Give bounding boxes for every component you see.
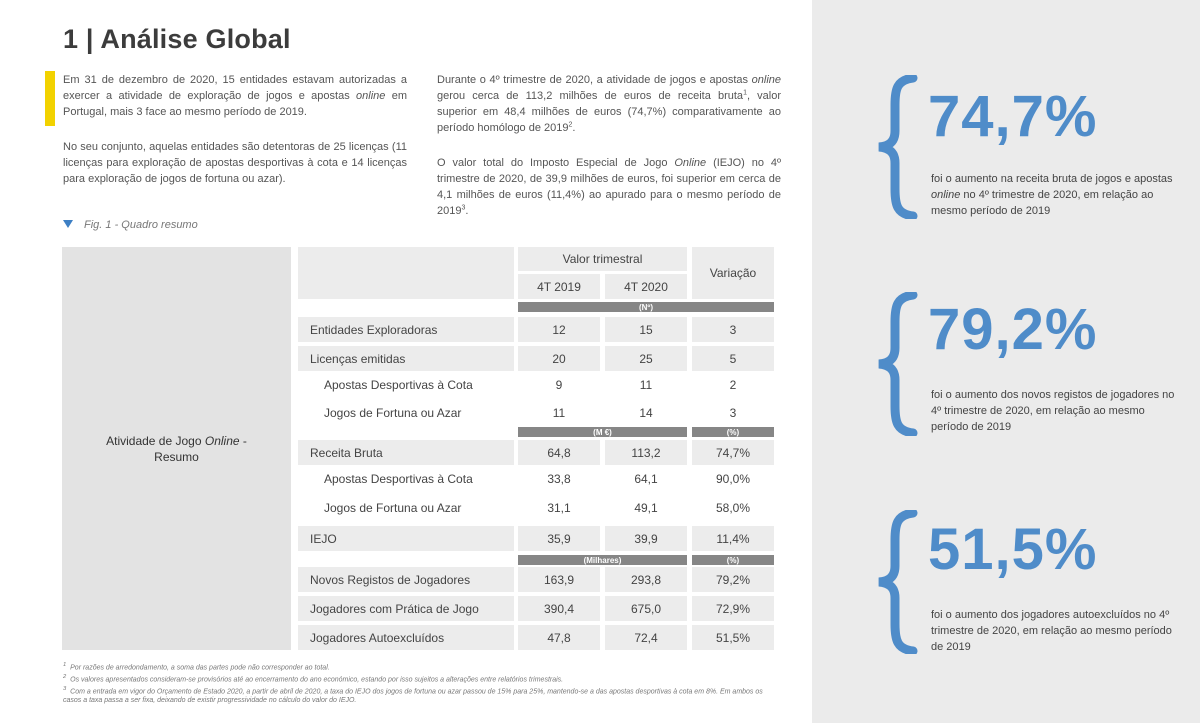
table-row: Entidades Exploradoras 12 15 3 bbox=[298, 317, 774, 342]
highlight-stat-2 bbox=[875, 292, 1175, 442]
stat-value: 51,5% bbox=[928, 517, 1098, 582]
table-row: Jogos de Fortuna ou Azar 11 14 3 bbox=[324, 405, 737, 420]
curly-brace-icon bbox=[875, 75, 919, 219]
figure-caption: Fig. 1 - Quadro resumo bbox=[63, 219, 198, 231]
table-row: IEJO 35,9 39,9 11,4% bbox=[298, 526, 774, 551]
unit-label-thousands: (Milhares) bbox=[518, 555, 687, 565]
table-row: Apostas Desportivas à Cota 33,8 64,1 90,0% bbox=[324, 471, 751, 486]
table-row: Licenças emitidas 20 25 5 bbox=[298, 346, 774, 371]
stat-description: foi o aumento dos jogadores autoexcluídos no 4º trimestre de 2020, em relação ao mesmo período de 2019 bbox=[931, 609, 1172, 653]
unit-label-number: (Nº) bbox=[518, 302, 774, 312]
table-row: Jogos de Fortuna ou Azar 31,1 49,1 58,0% bbox=[324, 500, 751, 515]
table-row: Apostas Desportivas à Cota 9 11 2 bbox=[324, 377, 737, 392]
footnote: $^1$ Por razões de arredondamento, a soma das partes pode não corresponder ao total. bbox=[63, 662, 330, 672]
table-row-header-cell: Atividade de Jogo Online - Resumo bbox=[62, 247, 291, 650]
table-row: Jogadores Autoexcluídos 47,8 72,4 51,5% bbox=[298, 625, 774, 650]
unit-label-percent: (%) bbox=[692, 555, 774, 565]
intro-paragraph-1: Em 31 de dezembro de 2020, 15 entidades estavam autorizadas a exercer a atividade de exploração de jogos e apostas online em Portugal, mais 3 face ao mesmo período de 2019. bbox=[63, 74, 408, 118]
curly-brace-icon bbox=[875, 292, 919, 436]
curly-brace-icon bbox=[875, 510, 919, 654]
footnote: $^3$ Com a entrada em vigor do Orçamento de Estado 2020, a partir de abril de 2020, a taxa do IEJO dos jogos de fortuna ou azar passou de 15% para 25%, mantendo-se a das apostas desportivas à cota em 8%. Em ambos os casos a taxa passa a ser fixa, deixando de existir progressividade no cálculo do valor do IEJO. bbox=[63, 685, 763, 705]
table-row: Receita Bruta 64,8 113,2 74,7% bbox=[298, 440, 774, 465]
page-title: 1 | Análise Global bbox=[63, 24, 291, 54]
stat-value: 74,7% bbox=[928, 84, 1098, 149]
stat-description: foi o aumento dos novos registos de jogadores no 4º trimestre de 2020, em relação ao mesmo período de 2019 bbox=[931, 389, 1175, 433]
header-valor-trimestral: Valor trimestral bbox=[518, 247, 687, 271]
highlight-stat-1 bbox=[875, 75, 1175, 225]
header-4t-2020: 4T 2020 bbox=[605, 274, 687, 299]
table-corner-cell bbox=[298, 247, 514, 299]
footnote: $^2$ Os valores apresentados consideram-se provisórios até ao encerramento do ano económico, estando por isso sujeitos a alterações entre relatórios trimestrais. bbox=[63, 673, 564, 684]
stat-value: 79,2% bbox=[928, 297, 1098, 362]
accent-bar bbox=[45, 71, 55, 126]
table-row: Novos Registos de Jogadores 163,9 293,8 79,2% bbox=[298, 567, 774, 592]
footnotes bbox=[63, 661, 778, 706]
header-variacao: Variação bbox=[692, 247, 774, 299]
unit-label-percent: (%) bbox=[692, 427, 774, 437]
unit-label-million-euro: (M €) bbox=[518, 427, 687, 437]
triangle-down-icon bbox=[63, 220, 73, 228]
table-row: Jogadores com Prática de Jogo 390,4 675,0 72,9% bbox=[298, 596, 774, 621]
stat-description: foi o aumento na receita bruta de jogos e apostas online no 4º trimestre de 2020, em relação ao mesmo período de 2019 bbox=[931, 173, 1173, 217]
intro-paragraph-4: O valor total do Imposto Especial de Jogo Online (IEJO) no 4º trimestre de 2020, de 39,9 milhões de euros, foi superior em cerca de 4,1 milhões de euros (11,4%) ao apurado para o mesmo período de 2019$^3$. bbox=[437, 157, 781, 217]
intro-paragraph-2: No seu conjunto, aquelas entidades são detentoras de 25 licenças (11 licenças para exploração de apostas desportivas à cota e 14 licenças para exploração de jogos de fortuna ou azar). bbox=[63, 141, 407, 185]
header-4t-2019: 4T 2019 bbox=[518, 274, 600, 299]
highlight-stat-3 bbox=[875, 510, 1175, 660]
intro-paragraph-3: Durante o 4º trimestre de 2020, a atividade de jogos e apostas online gerou cerca de 113,2 milhões de euros de receita bruta$^1$, valor superior em 48,4 milhões de euros (74,7%) comparativamente ao período homólogo de 2019$^2$. bbox=[437, 74, 781, 134]
